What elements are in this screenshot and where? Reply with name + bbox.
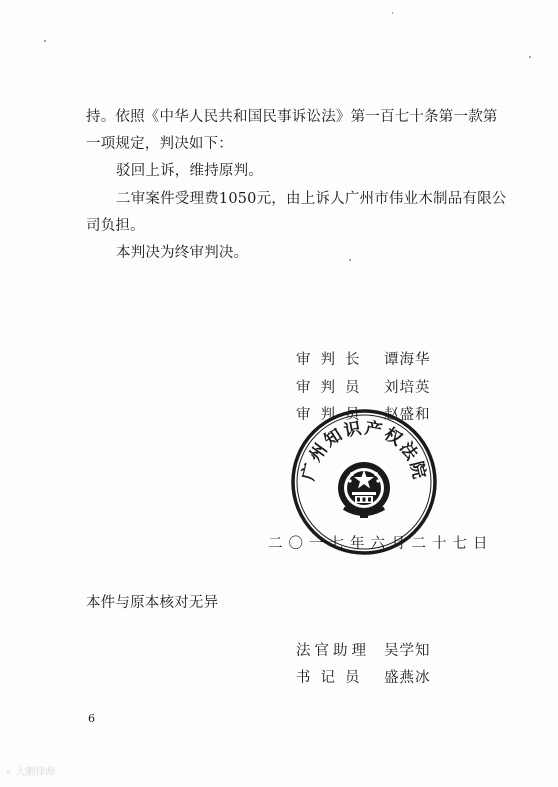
- signature-role: 审判员: [296, 407, 370, 423]
- body-line-5: 司负担。: [86, 218, 145, 234]
- clerk-row: [296, 639, 431, 660]
- body-line-2: 一项规定，判决如下：: [86, 136, 233, 152]
- clerk-name: 吴学知: [384, 643, 431, 659]
- clerk-row: [296, 666, 431, 687]
- body-line-3: 驳回上诉，维持原判。: [116, 163, 263, 179]
- signature-row: [296, 348, 431, 369]
- seal-text: 广州知识产权法院: [298, 418, 430, 483]
- watermark: [4, 763, 56, 778]
- body-line-6: 本判决为终审判决。: [116, 245, 249, 261]
- body-line-1: 持。依照《中华人民共和国民事诉讼法》第一百七十条第一款第: [86, 109, 498, 125]
- signature-role: 审判员: [296, 380, 370, 396]
- verification-note: 本件与原本核对无异: [86, 595, 219, 611]
- clerk-role: 书记员: [296, 670, 370, 686]
- clerk-role: 法官助理: [296, 643, 370, 659]
- signature-role: 审判长: [296, 352, 370, 368]
- signature-name: 赵盛和: [384, 407, 431, 423]
- signature-name: 谭海华: [384, 352, 431, 368]
- watermark-logo-icon: ⚬: [4, 767, 16, 778]
- clerk-name: 盛燕冰: [384, 670, 431, 686]
- national-emblem-icon: [338, 462, 390, 518]
- signature-name: 刘培英: [384, 380, 431, 396]
- judgment-date: 二〇一七年六月二十七日: [268, 536, 494, 552]
- signature-row: [296, 376, 431, 397]
- page-number: 6: [88, 712, 95, 725]
- watermark-text: 大鹏律师: [15, 767, 56, 778]
- scan-speck: [349, 259, 351, 261]
- scan-speck: [44, 40, 46, 42]
- scan-speck: [529, 56, 531, 58]
- scan-speck: [392, 12, 393, 14]
- body-line-4: 二审案件受理费1050元，由上诉人广州市伟业木制品有限公: [116, 191, 507, 207]
